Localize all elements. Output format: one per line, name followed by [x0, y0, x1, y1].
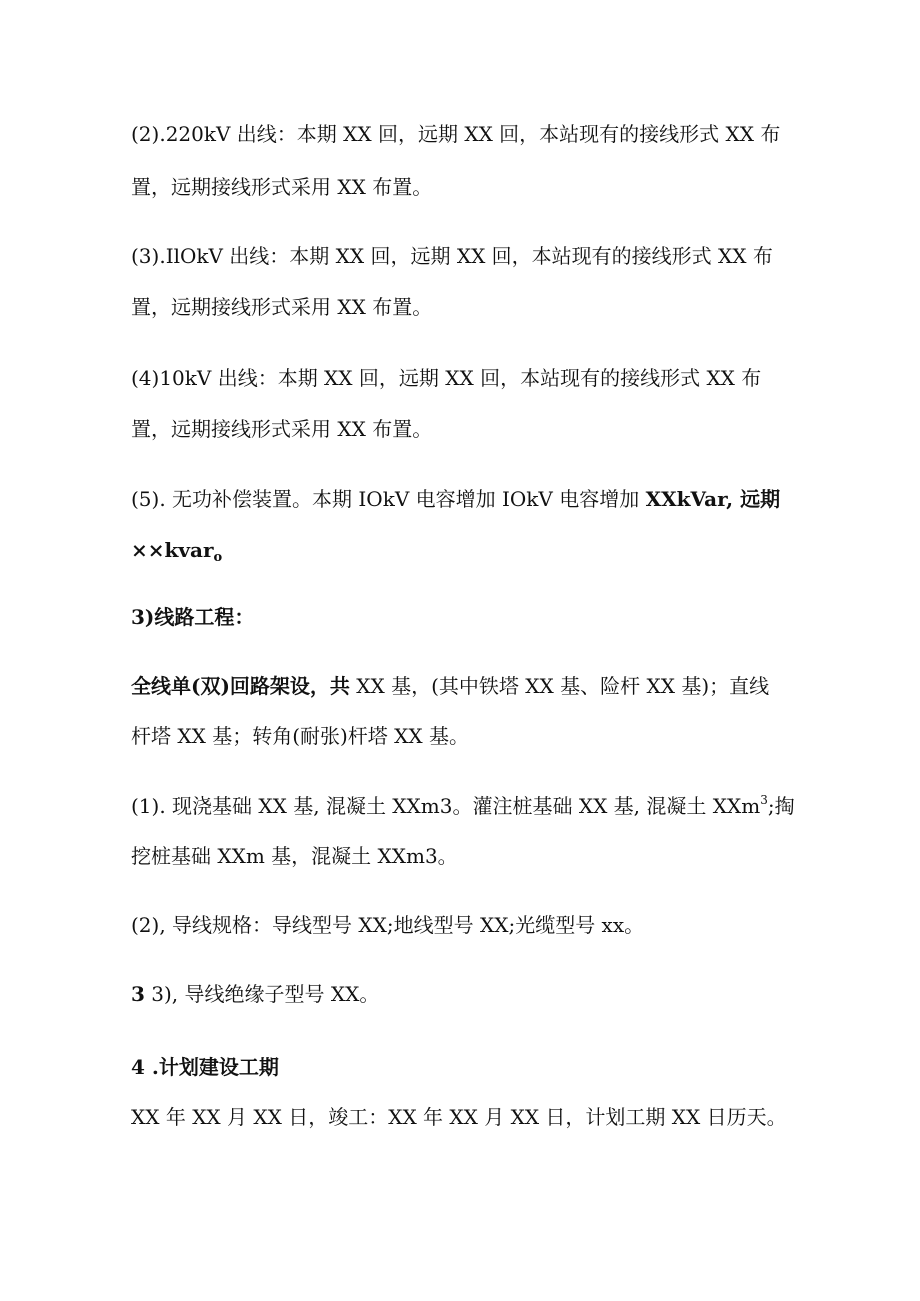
- reactive-compensation-bold: XXkVar, 远期: [645, 487, 781, 511]
- reactive-compensation-text: (5). 无功补偿装置。本期 IOkV 电容增加 IOkV 电容增加: [131, 487, 646, 511]
- paragraph-insulator: [131, 981, 379, 1007]
- paragraph-foundation-line2: 挖桩基础 XXm 基，混凝土 XXm3。: [131, 844, 458, 868]
- paragraph-220kv-line1: (2).220kV 出线：本期 XX 回，远期 XX 回，本站现有的接线形式 XX 布: [131, 122, 781, 146]
- paragraph-reactive-compensation-line1: [131, 486, 780, 512]
- paragraph-220kv-line2: 置，远期接线形式采用 XX 布置。: [131, 175, 433, 199]
- paragraph-line-erection-line2: 杆塔 XX 基；转角(耐张)杆塔 XX 基。: [131, 724, 469, 748]
- reactive-compensation-suffix: o: [213, 550, 223, 565]
- paragraph-10kv-line2: 置，远期接线形式采用 XX 布置。: [131, 417, 433, 441]
- insulator-number: 3: [131, 982, 145, 1006]
- paragraph-110kv-line1: (3).IlOkV 出线：本期 XX 回，远期 XX 回，本站现有的接线形式 XX 布: [131, 244, 773, 268]
- foundation-text-b: ;掏: [767, 794, 795, 818]
- paragraph-conductor-spec: (2), 导线规格：导线型号 XX;地线型号 XX;光缆型号 xx。: [131, 913, 645, 937]
- insulator-text: 3), 导线绝缘子型号 XX。: [144, 982, 380, 1006]
- heading-line-works: 3)线路工程：: [131, 605, 255, 629]
- paragraph-foundation-line1: [131, 793, 795, 819]
- line-erection-text: XX 基，(其中铁塔 XX 基、险杆 XX 基)；直线: [349, 674, 770, 698]
- schedule-title: .计划建设工期: [144, 1055, 279, 1079]
- line-erection-bold: 全线单(双)回路架设，共: [131, 674, 350, 698]
- paragraph-10kv-line1: (4)10kV 出线：本期 XX 回，远期 XX 回，本站现有的接线形式 XX 布: [131, 366, 762, 390]
- foundation-superscript: 3: [760, 793, 768, 807]
- schedule-number: 4: [131, 1055, 145, 1079]
- paragraph-schedule-dates: XX 年 XX 月 XX 日，竣工：XX 年 XX 月 XX 日，计划工期 XX 日历天。: [131, 1105, 787, 1129]
- paragraph-110kv-line2: 置，远期接线形式采用 XX 布置。: [131, 295, 433, 319]
- foundation-text-a: (1). 现浇基础 XX 基, 混凝土 XXm3。灌注桩基础 XX 基, 混凝土 XXm: [131, 794, 761, 818]
- reactive-compensation-future: ××kvar: [131, 538, 214, 562]
- paragraph-reactive-compensation-line2: [131, 537, 222, 571]
- heading-schedule: [131, 1054, 279, 1080]
- paragraph-line-erection-line1: [131, 673, 769, 699]
